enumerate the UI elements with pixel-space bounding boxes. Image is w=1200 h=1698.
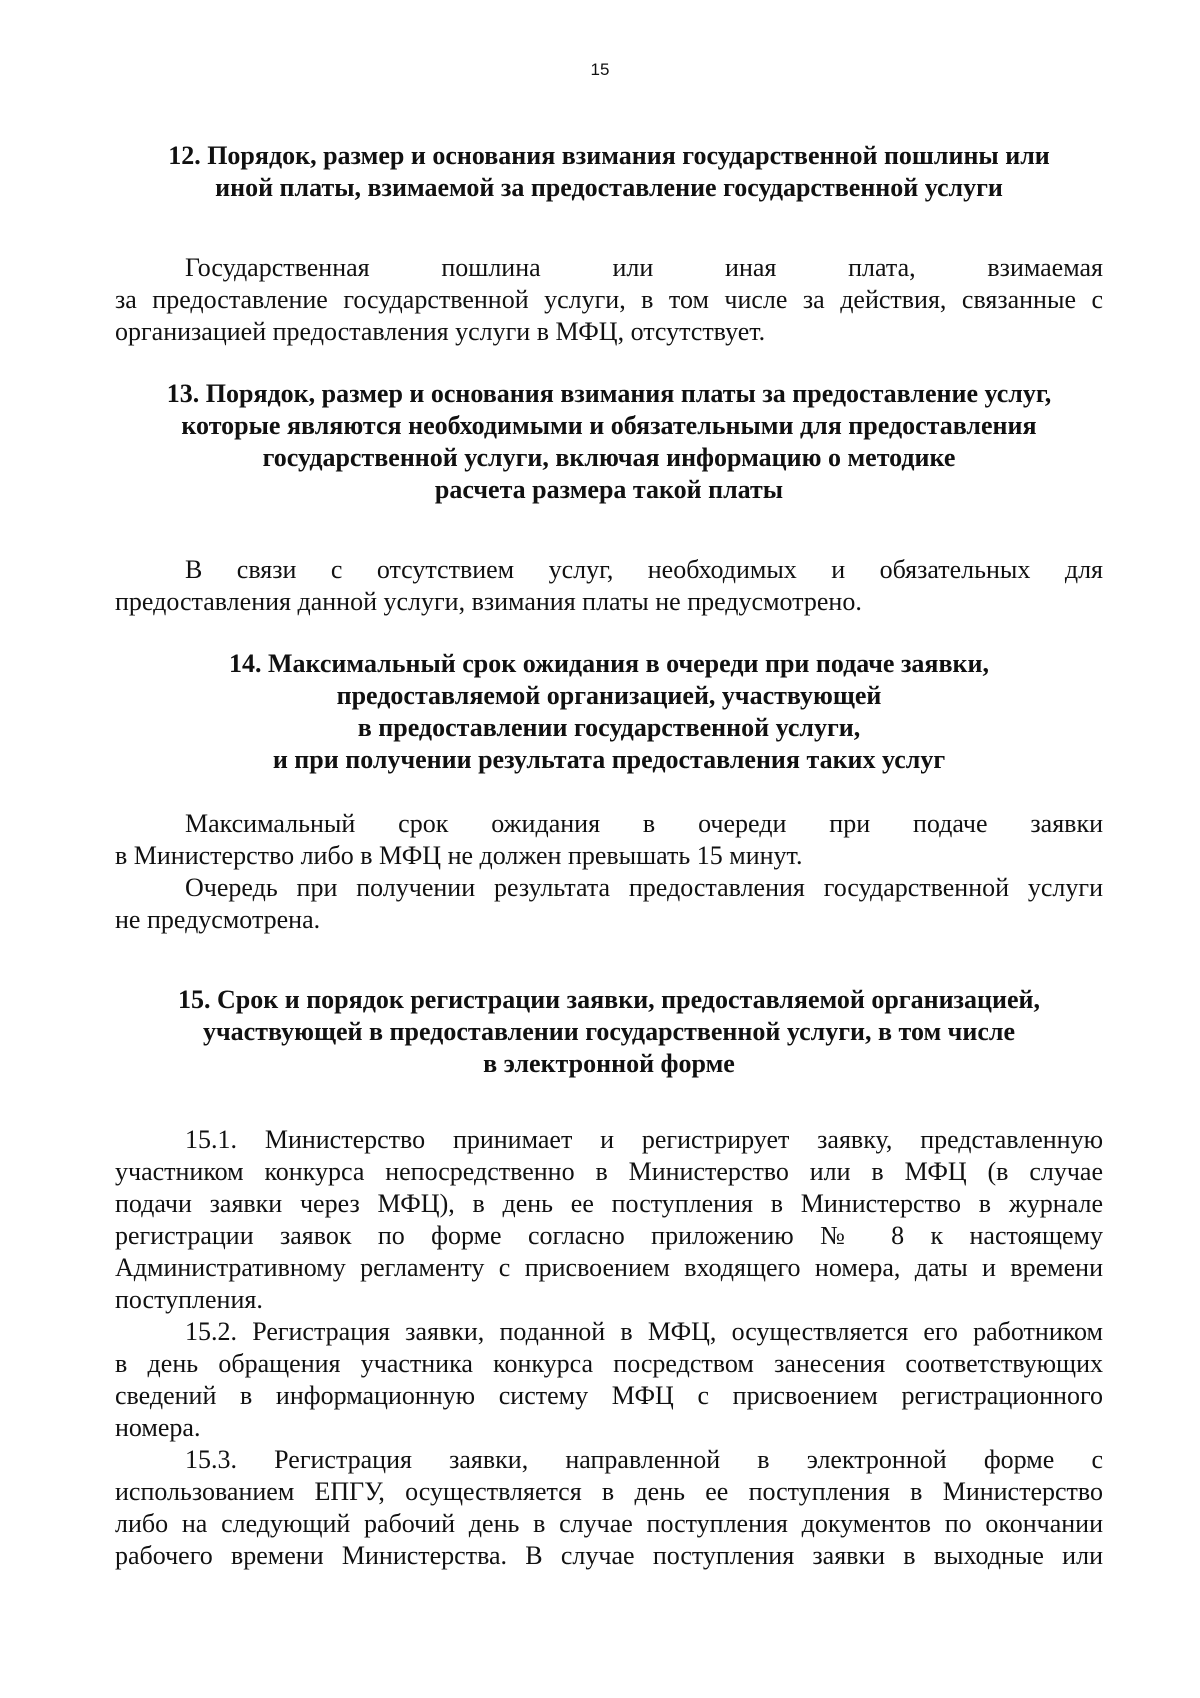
- heading-line: которые являются необходимыми и обязательными для предоставления: [181, 411, 1037, 440]
- text-line: участником конкурса непосредственно в Министерство или в МФЦ (в случае: [115, 1157, 1103, 1186]
- text-line: 15.2. Регистрация заявки, поданной в МФЦ, осуществляется его работником: [185, 1317, 1103, 1346]
- heading-line: расчета размера такой платы: [434, 475, 784, 504]
- section-14-heading: [115, 648, 1103, 776]
- heading-line: участвующей в предоставлении государственной услуги, в том числе: [203, 1017, 1015, 1046]
- section-12-text: [115, 252, 1103, 348]
- text-line: подачи заявки через МФЦ), в день ее поступления в Министерство в журнале: [115, 1189, 1103, 1218]
- text-line: Очередь при получении результата предоставления государственной услуги: [185, 873, 1103, 902]
- section-15-text: [115, 1124, 1103, 1572]
- text-line: организацией предоставления услуги в МФЦ, отсутствует.: [115, 317, 766, 346]
- text-line: использованием ЕПГУ, осуществляется в день ее поступления в Министерство: [115, 1477, 1103, 1506]
- heading-line: в электронной форме: [483, 1049, 735, 1078]
- heading-line: и при получении результата предоставления таких услуг: [272, 745, 946, 774]
- text-line: Максимальный срок ожидания в очереди при подаче заявки: [185, 809, 1103, 838]
- text-line: в Министерство либо в МФЦ не должен превышать 15 минут.: [115, 841, 803, 870]
- heading-line: 13. Порядок, размер и основания взимания платы за предоставление услуг,: [166, 379, 1052, 408]
- heading-line: предоставляемой организацией, участвующей: [336, 681, 882, 710]
- section-12-heading: [115, 140, 1103, 204]
- section-15-heading: [115, 984, 1103, 1080]
- heading-line: 12. Порядок, размер и основания взимания государственной пошлины или: [168, 141, 1050, 170]
- section-13-text: [115, 554, 1103, 618]
- text-line: рабочего времени Министерства. В случае поступления заявки в выходные или: [115, 1541, 1103, 1570]
- heading-line: государственной услуги, включая информацию о методике: [262, 443, 956, 472]
- text-line: либо на следующий рабочий день в случае поступления документов по окончании: [115, 1509, 1103, 1538]
- text-line: Административному регламенту с присвоением входящего номера, даты и времени: [115, 1253, 1103, 1282]
- heading-line: в предоставлении государственной услуги,: [357, 713, 861, 742]
- text-line: предоставления данной услуги, взимания платы не предусмотрено.: [115, 587, 862, 616]
- text-line: регистрации заявок по форме согласно приложению № 8 к настоящему: [115, 1221, 1103, 1250]
- section-14-text: [115, 808, 1103, 936]
- heading-line: иной платы, взимаемой за предоставление государственной услуги: [215, 173, 1003, 202]
- document-content: [115, 140, 1103, 1572]
- text-line: В связи с отсутствием услуг, необходимых и обязательных для: [185, 555, 1103, 584]
- text-line: 15.3. Регистрация заявки, направленной в электронной форме с: [185, 1445, 1103, 1474]
- text-line: за предоставление государственной услуги, в том числе за действия, связанные с: [115, 285, 1103, 314]
- section-13-heading: [115, 378, 1103, 506]
- heading-line: 14. Максимальный срок ожидания в очереди при подаче заявки,: [229, 649, 989, 678]
- text-line: в день обращения участника конкурса посредством занесения соответствующих: [115, 1349, 1103, 1378]
- text-line: поступления.: [115, 1285, 263, 1314]
- text-line: Государственная пошлина или иная плата, взимаемая: [185, 253, 1103, 282]
- page-number: 15: [590, 60, 610, 79]
- text-line: номера.: [115, 1413, 201, 1442]
- text-line: 15.1. Министерство принимает и регистрирует заявку, представленную: [185, 1125, 1103, 1154]
- text-line: сведений в информационную систему МФЦ с присвоением регистрационного: [115, 1381, 1103, 1410]
- heading-line: 15. Срок и порядок регистрации заявки, предоставляемой организацией,: [178, 985, 1040, 1014]
- text-line: не предусмотрена.: [115, 905, 321, 934]
